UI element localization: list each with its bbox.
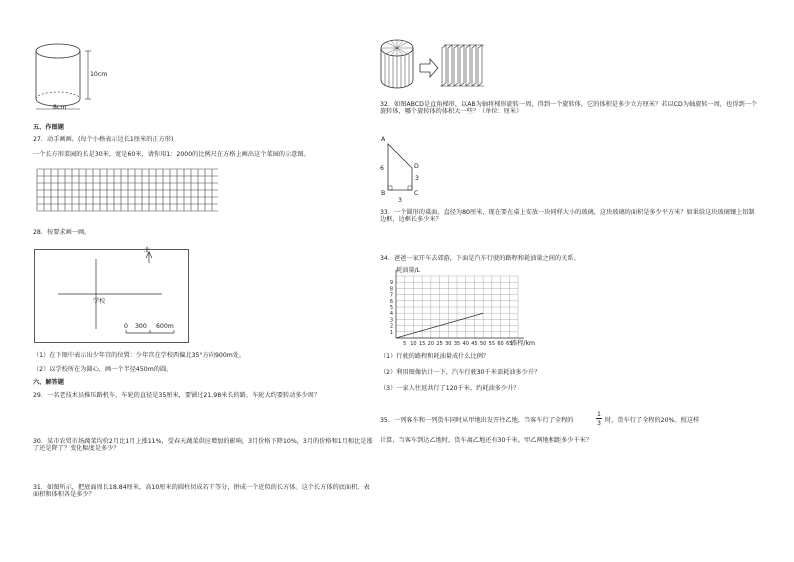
x-tick-label: 55 [488,341,496,347]
cylinder-diameter-label: 8cm [53,104,67,111]
q30-text: 30．某市农贸市场蔬菜均价2月比1月上涨11%，受春天蔬菜供应增加的影响，3月价格下降10%，3月的价格和1月相比是涨了还是降了？变化幅度是多少？ [33,438,373,453]
q35-text-part2: 时，货车行了全程的20%。照这样 [605,417,700,424]
y-tick-label: 4 [389,311,393,318]
fuel-chart [378,264,538,350]
q35-text-part3: 计算，当客车到达乙地时，货车离乙地还有30千米。甲乙两地相距多少千米？ [380,437,593,444]
section-5-heading: 五、作图题 [33,124,64,131]
q29-text: 29．一名老技术员推压路机车，车轮的直径是35厘米，要铺过21.98米长的路，车轮大约要转动多少周？ [33,392,321,399]
y-tick-label: 6 [389,298,393,305]
x-tick-label: 65 [506,341,513,347]
y-tick-label: 1 [389,329,393,336]
vertex-D: D [414,163,419,170]
chart-ylabel: 耗油量/L [396,267,421,274]
x-tick-label: 40 [462,341,469,347]
q28-part2: （2）以学校所在为圆心，画一个半径450m的圆。 [33,366,173,373]
vertex-B: B [381,190,386,197]
north-label: 北 [144,247,151,254]
q28-title: 28．按要求画一画。 [33,229,91,236]
x-tick-label: 60 [497,341,504,347]
scale-label-300: 300 [135,323,147,330]
y-tick-label: 5 [389,305,393,311]
x-tick-label: 5 [403,341,407,347]
x-tick-label: 50 [479,341,487,347]
chart-xlabel: 路程/km [511,340,536,347]
y-tick-label: 9 [389,280,393,287]
x-tick-label: 20 [427,341,435,347]
vertex-A: A [381,136,386,143]
q35-fraction-numerator: 1 [597,411,601,418]
x-tick-label: 10 [410,341,417,347]
q31-text: 31．如图所示，把底面周长18.84厘米，高10厘米的圆柱切成若干等分，拼成一个近似的长方体。这个长方体的底面积、表面积和体积各是多少？ [33,484,370,499]
q34-part3: （3）一家人往返共行了120千米，约耗油多少升？ [380,385,520,392]
scale-label-600: 600m [156,323,174,330]
section-6-heading: 六、解答题 [33,379,64,386]
side-AB-length: 6 [380,165,384,172]
cylinder-height-label: 10cm [90,71,108,78]
x-tick-label: 25 [436,341,443,347]
school-label: 学校 [93,298,106,305]
q27-title: 27．动手画画。(每个小格表示边长1厘米的正方形) [33,136,174,143]
scale-label-0: 0 [124,323,128,330]
q28-part1: （1）在下图中表示出少年宫的位置：少年宫在学校西偏北35°方向900m处。 [33,352,246,359]
cut-cylinder-figure [378,38,490,90]
x-tick-label: 30 [445,341,452,347]
x-tick-label: 35 [453,341,461,347]
y-tick-label: 7 [389,292,393,299]
side-BC-length: 3 [398,197,402,204]
q34-part1: （1）行驶的路程和耗油量成什么比例？ [380,353,490,360]
y-tick-label: 3 [389,317,393,324]
q27-text: 一个长方形菜园的长是30米，宽是60米，请你用1：2000的比例尺在方格上画出这个菜园的示意图。 [33,151,310,158]
x-tick-label: 15 [418,341,426,347]
y-tick-label: 2 [389,323,393,330]
q35-text-part1: 35．一列客车和一列货车同时从甲地出发开往乙地，当客车行了全程的 [380,417,574,424]
q32-text: 32．如图ABCD是直角梯形，以AB为轴将梯形旋转一周，得到一个旋转体，它的体积是多少立方厘米？若以CD为轴旋转一周，也得到一个旋转体，哪个旋转体的体积大一些？（单位：厘米） [380,101,758,116]
x-tick-label: 45 [471,341,478,347]
q34-text: 34．爸爸一家开车去郊游，下面是汽车行驶的路程和耗油量之间的关系。 [380,255,580,262]
side-CD-length: 3 [415,175,419,182]
q34-part2: （2）利用图像估计一下，汽车行驶30千米需耗油多少升？ [380,369,541,376]
q33-text: 33．一个圆形的桌面，直径为80厘米，现在要在桌上安放一块同样大小的玻璃，这块玻璃的面积是多少平方米？如果给这块玻璃镶上铝制边框，边框长多少米？ [380,209,755,224]
drawing-grid[interactable] [36,168,218,216]
y-tick-label: 8 [389,286,393,293]
q35-fraction-denominator: 3 [597,420,601,427]
vertex-C: C [414,190,419,197]
